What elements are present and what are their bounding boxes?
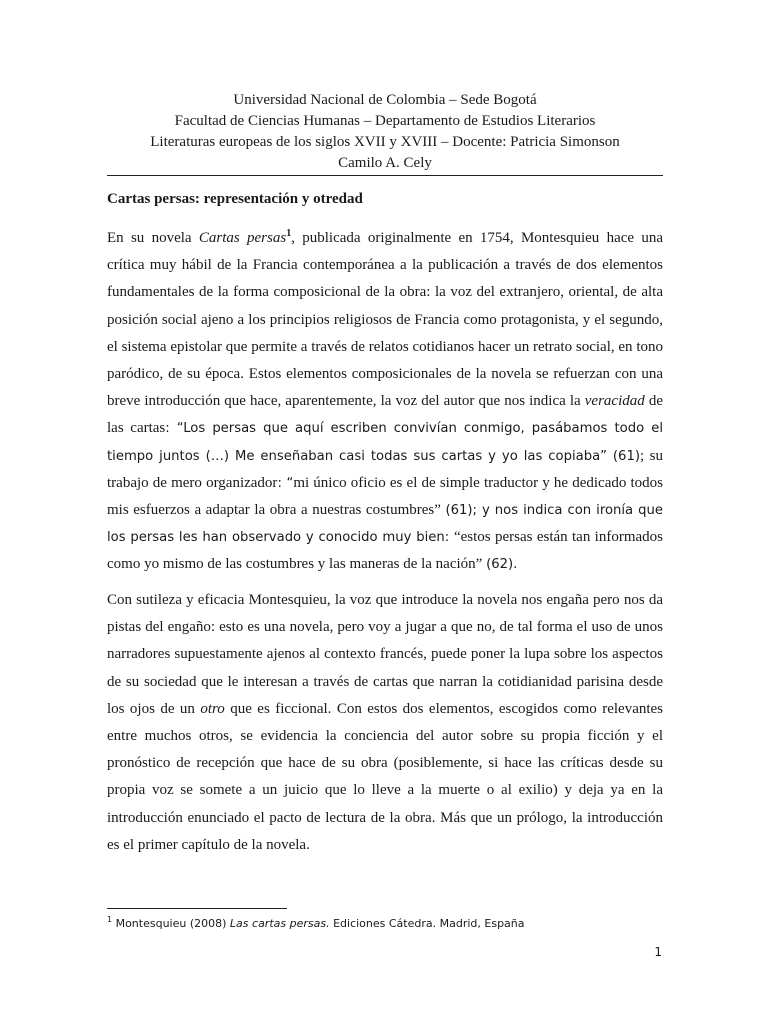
paragraph-1 — [107, 225, 663, 579]
paragraph-2 — [107, 587, 663, 859]
header-divider — [107, 175, 663, 176]
p2-emphasis-otro: otro — [200, 700, 225, 717]
document-header — [107, 90, 663, 174]
p1-text-2: , publicada originalmente en 1754, Montesquieu hace una crítica muy hábil de la Francia contemporánea a la publicación a través de dos elementos fundamentales de la forma composicional de la obra: la voz del extranjero, oriental, de alta posición social ajeno a los principios religiosos de Francia como protagonista, y el segundo, el sistema epistolar que permite a través de relatos cotidianos hacer un retrato social, en tono paródico, de su época. Estos elementos composicionales de la novela se refuerzan con una breve introducción que hace, aparentemente, la voz del autor que nos indica la — [107, 230, 663, 410]
footnote-author: Montesquieu (2008) — [112, 917, 230, 930]
footnote-number: 1 — [107, 915, 113, 924]
p1-text-4: ; su trabajo de mero organizador — [107, 447, 663, 491]
p2-text-2: que es ficcional. Con estos dos elementos, escogidos como relevantes entre muchos otros, se evidencia la conciencia del autor sobre su propia ficción y el pronóstico de recepción que hace de su obra (posiblemente, si hace las críticas desde su propia voz se somete a un juicio que lo lleve a la muerte o al exilio) y deja ya en la introducción enunciado el pacto de lectura de la obra. Más que un prólogo, la introducción es el primer capítulo de la novela. — [107, 700, 664, 853]
p1-text-5: (61); y nos indica con ironía que los persas les han observado y conocido muy bien: — [107, 503, 663, 546]
p1-text-3: de las cartas — [107, 393, 663, 437]
p1-book-title: Cartas persas — [198, 230, 287, 246]
header-course: Literaturas europeas de los siglos XVII y XVIII – Docente: Patricia Simonson — [150, 134, 620, 150]
p2-text-1: Con sutileza y eficacia Montesquieu, la voz que introduce la novela nos engaña pero nos da pistas del engaño: esto es una novela, pero voy a jugar a que no, de tal forma el uso de unos narradores supuestamente ajenos al contexto francés, puede poner la lupa sobre los aspectos de su sociedad que le interesan a través de cartas que narran la cotidianidad parisina desde los ojos de un — [107, 592, 663, 717]
header-university: Universidad Nacional de Colombia – Sede Bogotá — [233, 92, 537, 108]
p1-text-1: En su novela — [107, 230, 199, 246]
footnote-publisher: Ediciones Cátedra. Madrid, España — [329, 917, 525, 930]
p1-citation: (62). — [486, 557, 518, 573]
p1-quote-2: mi único oficio es el de simple traductor y he dedicado todos mis esfuerzos a adaptar la obra a nuestras costumbres” — [107, 474, 664, 519]
header-author: Camilo A. Cely — [338, 155, 432, 171]
page-number: 1 — [654, 945, 662, 959]
footnote-reference[interactable]: 1 — [286, 228, 292, 239]
p1-quote-open: : “ — [277, 475, 294, 491]
essay-title: Cartas persas: representación y otredad — [107, 191, 363, 207]
footnote-book-title: Las cartas persas. — [229, 917, 330, 930]
p1-quote-1: : “Los persas que aquí escriben convivían conmigo, pasábamos todo el tiempo juntos (…) Me enseñaban casi todas sus cartas y yo las copiaba” (61) — [107, 421, 663, 464]
footnote — [107, 916, 525, 932]
header-faculty: Facultad de Ciencias Humanas – Departamento de Estudios Literarios — [174, 113, 596, 129]
footnote-divider — [107, 908, 287, 909]
p1-emphasis-veracidad: veracidad — [584, 393, 645, 410]
p1-quote-3: “estos persas están tan informados como yo mismo de las costumbres y las maneras de la nación” — [107, 529, 663, 573]
